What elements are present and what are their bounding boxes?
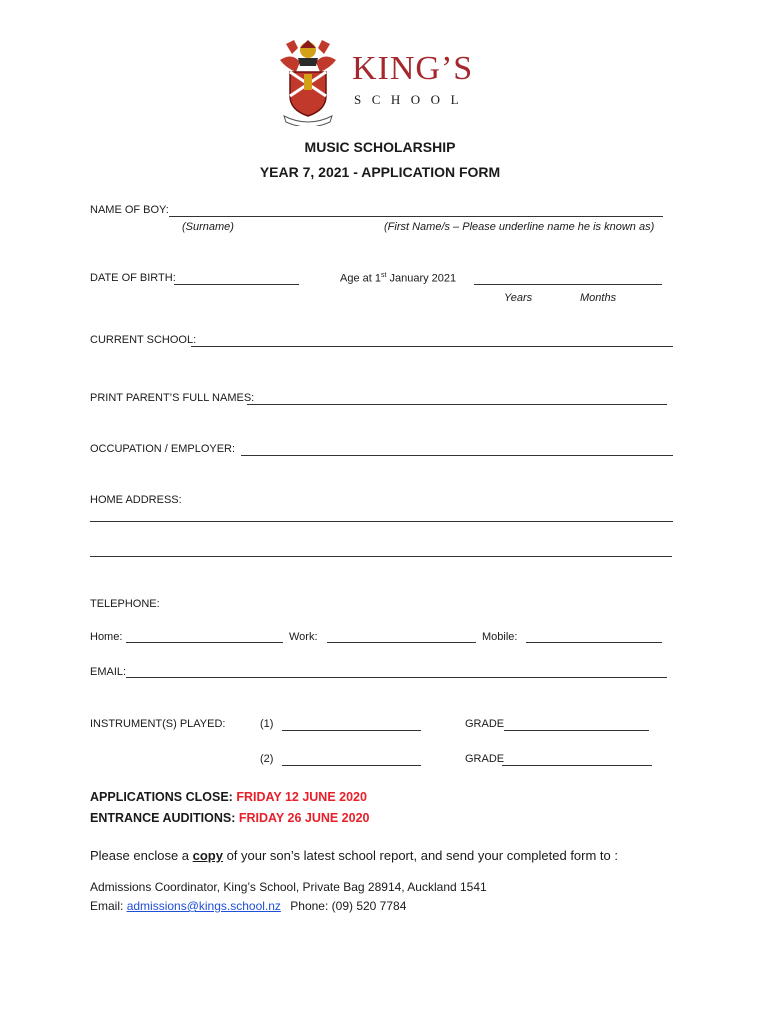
grade-2-field[interactable]	[502, 765, 652, 766]
work-phone-field[interactable]	[327, 642, 476, 643]
grade-1-label: GRADE	[465, 718, 505, 730]
admissions-address: Admissions Coordinator, King’s School, Private Bag 28914, Auckland 1541	[90, 880, 487, 894]
email-label: EMAIL:	[90, 666, 127, 678]
brand-name: KING’S	[352, 50, 474, 87]
instruments-label: INSTRUMENT(S) PLAYED:	[90, 718, 226, 730]
entrance-auditions-label: ENTRANCE AUDITIONS:	[90, 811, 236, 825]
grade-1-field[interactable]	[504, 730, 649, 731]
date-of-birth-field[interactable]	[174, 284, 299, 285]
surname-hint: (Surname)	[182, 221, 234, 233]
parent-names-label: PRINT PARENT’S FULL NAMES:	[90, 392, 255, 404]
copy-emphasis: copy	[192, 848, 223, 863]
home-phone-label: Home:	[90, 631, 123, 643]
name-of-boy-label: NAME OF BOY:	[90, 204, 169, 216]
current-school-label: CURRENT SCHOOL:	[90, 334, 197, 346]
name-of-boy-field[interactable]	[169, 216, 663, 217]
entrance-auditions-date: FRIDAY 26 JUNE 2020	[238, 811, 370, 825]
email-field[interactable]	[126, 677, 667, 678]
entrance-auditions	[90, 811, 370, 825]
home-address-line1[interactable]	[90, 521, 673, 522]
brand-subtitle: SCHOOL	[354, 92, 470, 107]
home-phone-field[interactable]	[126, 642, 283, 643]
email-contact-label: Email:	[90, 899, 124, 913]
current-school-field[interactable]	[191, 346, 673, 347]
contact-line	[90, 899, 406, 913]
first-name-hint: (First Name/s – Please underline name he is known as)	[384, 221, 655, 233]
mobile-phone-label: Mobile:	[482, 631, 518, 643]
age-field[interactable]	[474, 284, 662, 285]
instrument-1-field[interactable]	[282, 730, 421, 731]
admissions-email-link[interactable]: admissions@kings.school.nz	[126, 899, 281, 913]
parent-names-field[interactable]	[247, 404, 667, 405]
school-crest-icon	[276, 38, 340, 126]
instrument-2-field[interactable]	[282, 765, 421, 766]
phone-contact: Phone: (09) 520 7784	[290, 899, 407, 913]
applications-close	[90, 790, 367, 804]
telephone-label: TELEPHONE:	[90, 598, 160, 610]
occupation-field[interactable]	[241, 455, 673, 456]
applications-close-date: FRIDAY 12 JUNE 2020	[236, 790, 367, 804]
mobile-phone-field[interactable]	[526, 642, 662, 643]
instrument-1-label: (1)	[260, 718, 274, 730]
home-address-line2[interactable]	[90, 556, 672, 557]
instrument-2-label: (2)	[260, 753, 274, 765]
form-title: MUSIC SCHOLARSHIP	[304, 139, 456, 155]
months-hint: Months	[580, 292, 617, 304]
grade-2-label: GRADE	[465, 753, 505, 765]
applications-close-label: APPLICATIONS CLOSE:	[90, 790, 233, 804]
occupation-label: OCCUPATION / EMPLOYER:	[90, 443, 236, 455]
enclose-instructions: Please enclose a copy of your son’s latest school report, and send your completed form to :	[90, 848, 618, 863]
years-hint: Years	[504, 292, 533, 304]
work-phone-label: Work:	[289, 631, 318, 643]
home-address-label: HOME ADDRESS:	[90, 494, 182, 506]
form-subtitle: YEAR 7, 2021 - APPLICATION FORM	[259, 164, 501, 180]
age-label: Age at 1st January 2021	[340, 272, 457, 285]
date-of-birth-label: DATE OF BIRTH:	[90, 272, 176, 284]
